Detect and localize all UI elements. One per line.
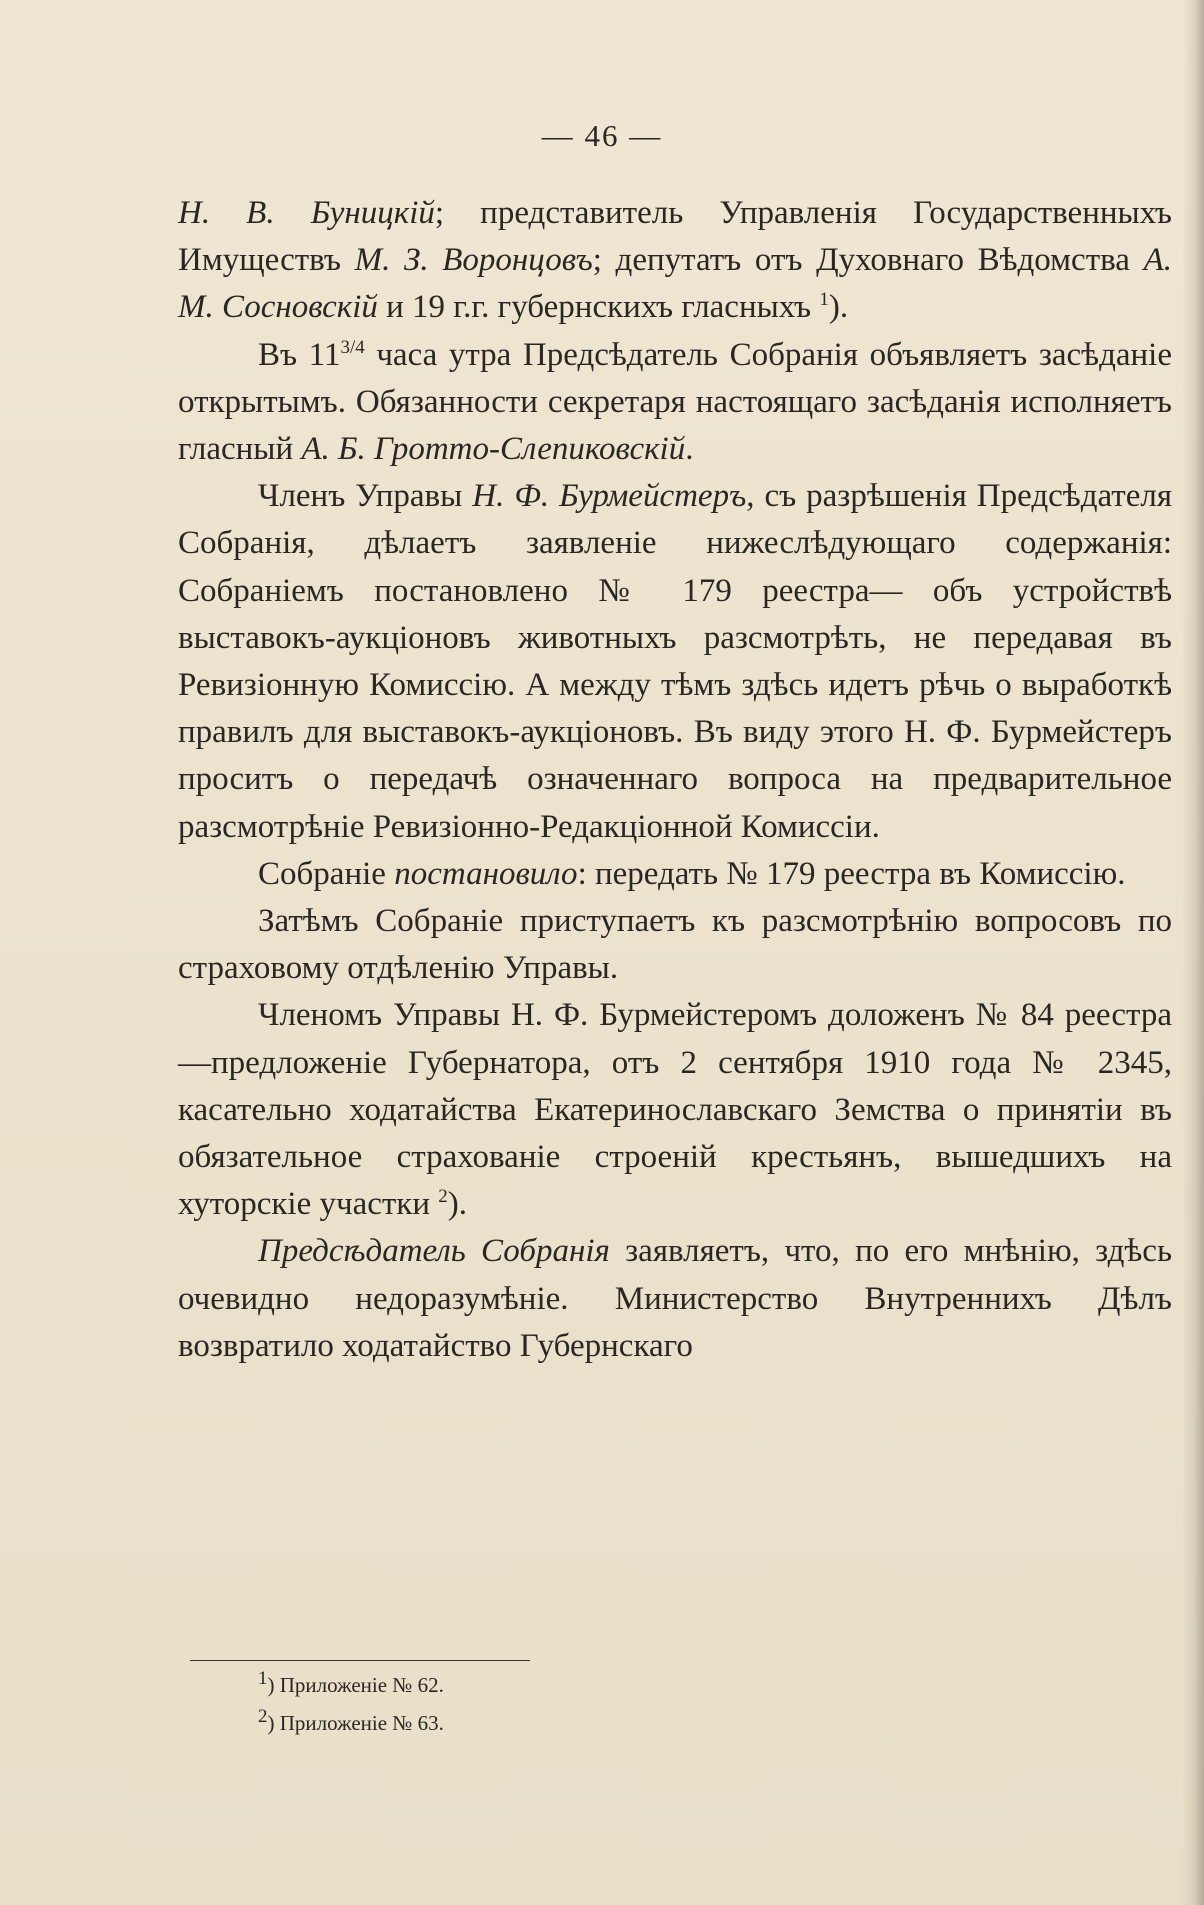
text-run: ; представитель Управленія Государственныхъ Имуществъ (178, 195, 1172, 279)
text-run: Затѣмъ Собраніе приступаетъ къ разсмотрѣнію вопросовъ по страховому отдѣленію Управы. (178, 903, 1172, 987)
text-run: , съ разрѣшенія Предсѣдателя Собранія, дѣлаетъ заявленіе нижеслѣдующаго содержанія: Собраніемъ постановлено № 179 реестра— объ устройствѣ выставокъ-аукціоновъ животныхъ разсмотрѣть, не передавая въ Ревизіонную Комиссію. А между тѣмъ здѣсь идетъ рѣчь о выработкѣ правилъ для выставокъ-аукціоновъ. Въ виду этого Н. Ф. Бурмейстеръ проситъ о передачѣ означеннаго вопроса на предварительное разсмотрѣніе Ревизіонно-Редакціонной Комиссіи. (178, 478, 1172, 845)
italic-name: Предсѣдатель Собранія (258, 1233, 610, 1270)
footnote-text: ) Приложеніе № 63. (267, 1711, 444, 1735)
paragraph-p2 (178, 332, 1172, 474)
text-run: ; депутатъ отъ Духовнаго Вѣдомства (592, 242, 1144, 279)
body-text (178, 190, 1172, 1370)
italic-name: М. З. Воронцовъ (354, 242, 593, 279)
text-run: заявляетъ, что, по его мнѣнію, здѣсь очевидно недоразумѣніе. Министерство Внутреннихъ Дѣлъ возвратило ходатайство Губернскаго (178, 1233, 1172, 1364)
page-number: — 46 — (541, 118, 663, 153)
paragraph-p7 (178, 1228, 1172, 1370)
text-run: Членъ Управы (258, 478, 473, 515)
text-run: Собраніе (258, 855, 395, 892)
footnote-mark: 1 (258, 1668, 268, 1689)
paragraph-p3 (178, 473, 1172, 851)
footnote-item (258, 1704, 958, 1742)
footnote-ref: 2 (438, 1186, 448, 1208)
text-run: Въ 11 (258, 336, 341, 373)
footnote-rule (190, 1660, 530, 1661)
italic-name: А. М. Сосновскій (178, 242, 1172, 326)
paragraph-p1 (178, 190, 1172, 332)
text-run: . (685, 431, 694, 468)
paragraph-p6 (178, 992, 1172, 1228)
page-edge-shadow (1182, 0, 1204, 1905)
footnote-ref: 1 (819, 289, 829, 311)
paragraph-p5 (178, 898, 1172, 992)
footnote-ref: 3/4 (340, 336, 365, 358)
text-run: Членомъ Управы Н. Ф. Бурмейстеромъ доложенъ № 84 реестра—предложеніе Губернатора, отъ 2 сентября 1910 года № 2345, касательно ходатайства Екатеринославскаго Земства о принятіи въ обязательное страхованіе строеній крестьянъ, вышедшихъ на хуторскіе участки (178, 997, 1172, 1223)
text-run: часа утра Предсѣдатель Собранія объявляетъ засѣданіе открытымъ. Обязанности секретаря настоящаго засѣданія исполняетъ гласный (178, 336, 1173, 468)
paragraph-p4 (178, 851, 1172, 898)
italic-name: Н. Ф. Бурмейстеръ (472, 478, 747, 515)
footnote-mark: 2 (258, 1706, 268, 1727)
footnote-text: ) Приложеніе № 62. (267, 1673, 444, 1697)
italic-name: Н. В. Буницкій (178, 195, 435, 231)
italic-name: А. Б. Гротто-Слепиковскій (301, 431, 686, 468)
footnote-item (258, 1666, 958, 1704)
italic-name: постановило (394, 855, 578, 892)
text-run: и 19 г.г. губернскихъ гласныхъ (377, 289, 820, 326)
text-run: ). (447, 1186, 467, 1223)
text-run: ). (828, 289, 849, 326)
text-run: : передать № 179 реестра въ Комиссію. (577, 855, 1126, 892)
footnotes (258, 1666, 958, 1742)
